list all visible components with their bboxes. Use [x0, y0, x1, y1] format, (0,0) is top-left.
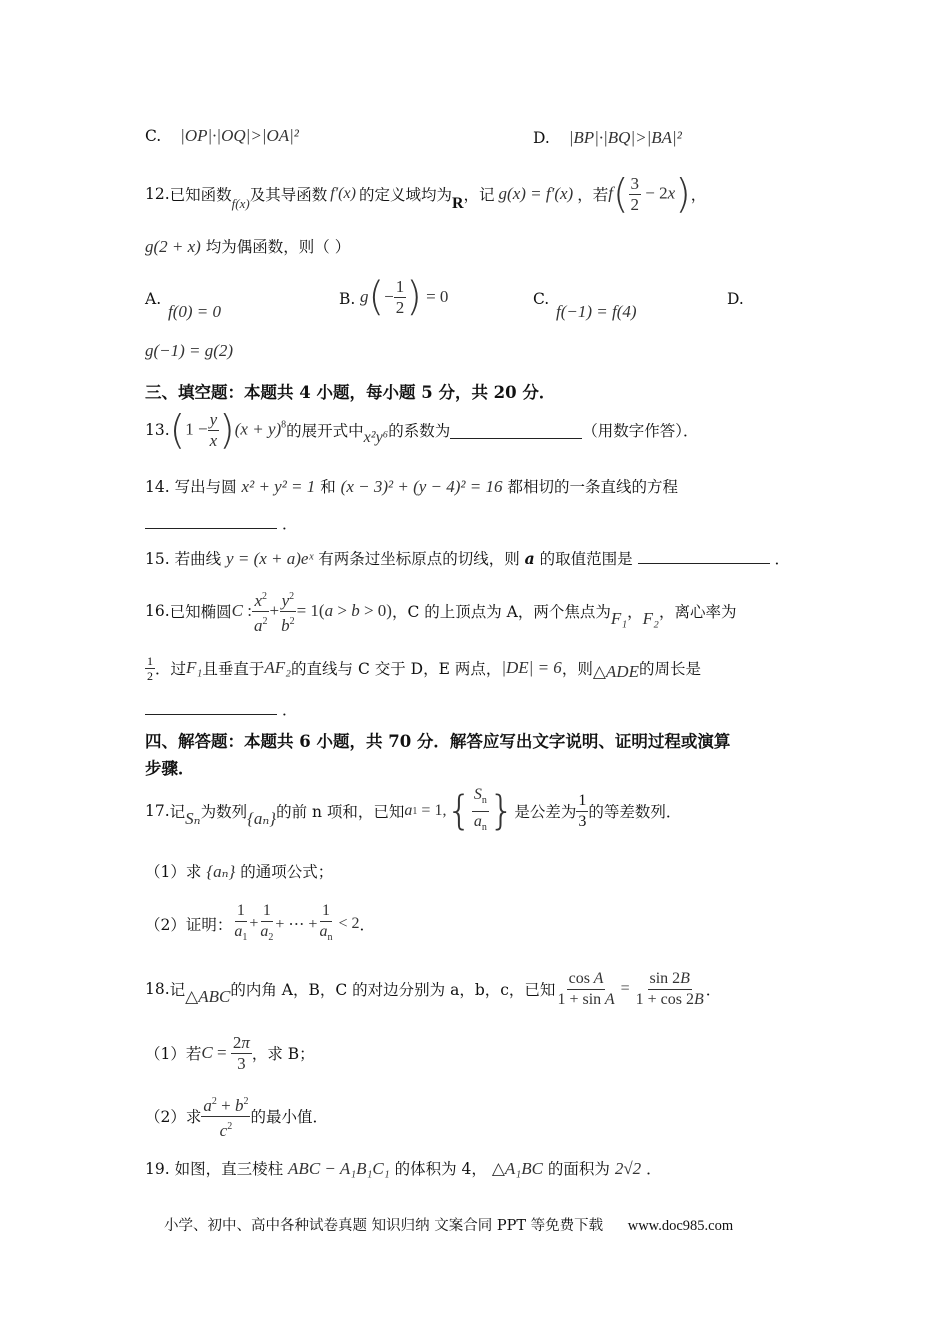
q16-eccentricity: $\frac{1}{2}$: [147, 653, 153, 683]
q16-sep: ，: [627, 603, 643, 621]
q16-number: 16.: [145, 602, 170, 620]
q16-text6: 的直线与 C 交于 D，E 两点，: [291, 660, 502, 678]
q12-text3: 的定义域均为: [358, 186, 452, 204]
q14-text1: 写出与圆: [174, 478, 237, 496]
footer-url[interactable]: www.doc985.com: [627, 1218, 734, 1234]
q19-end: ．: [646, 1160, 662, 1178]
q12-fx: f(x): [231, 196, 250, 211]
q14-line2: [145, 512, 297, 534]
q19-stem: [145, 1157, 662, 1179]
q16-text2: ，C 的上顶点为 A，两个焦点为: [391, 603, 611, 621]
q16-line3: [145, 698, 297, 720]
q17-number: 17.: [145, 802, 170, 820]
q13-text2: 的系数为: [388, 422, 451, 440]
q18-part2-label: （2）求: [145, 1108, 202, 1126]
q19-text2: 的体积为 4，: [394, 1160, 487, 1178]
q12-option-d-label: D.: [727, 290, 744, 308]
q18-stem: [145, 964, 721, 1014]
q18-part2-text: 的最小值．: [250, 1108, 328, 1126]
q12-fpx: f′(x): [330, 185, 356, 202]
q16-text3: ，离心率为: [658, 603, 737, 621]
q13-number: 13.: [145, 421, 170, 439]
q11-option-d: [533, 128, 682, 148]
q15-line: [145, 547, 790, 569]
q16-triangle: △ADE: [592, 662, 639, 681]
q15-a: a: [524, 549, 535, 568]
q12-g-def: g(x) = f′(x): [498, 184, 574, 203]
footer-text: 小学、初中、高中各种试卷真题 知识归纳 文案合同 PPT 等免费下载: [164, 1218, 604, 1234]
section4-title-line2: 步骤．: [145, 759, 195, 778]
q16-f1: F₁: [610, 609, 628, 628]
section3-title: 三、填空题：本题共 4 小题，每小题 5 分，共 20 分．: [145, 383, 556, 402]
q18-text2: 的内角 A，B，C 的对边分别为 a，b，c，已知: [230, 981, 556, 999]
q13-term: x²y⁶: [363, 429, 389, 446]
q15-text2: 有两条过坐标原点的切线，则: [318, 550, 520, 568]
q16-answer-blank[interactable]: [145, 698, 277, 715]
q17-d: $\frac{1}{3}$: [578, 791, 587, 830]
q13-answer-blank[interactable]: [450, 422, 582, 439]
q16-af2: AF₂: [264, 658, 292, 677]
q12-comma: ，: [690, 186, 707, 204]
q13-expr: (1 − $\frac{y}{x}$ )$(x + y)^8$: [169, 407, 287, 453]
q12-stem-line1: [145, 170, 706, 218]
q12-text4: ，记: [463, 186, 495, 204]
q18-number: 18.: [145, 980, 170, 998]
q11-option-c: [145, 126, 299, 146]
q19-text1: 如图，直三棱柱: [174, 1160, 284, 1178]
q12-domain: R: [451, 195, 464, 212]
q17-stem: [145, 784, 681, 838]
q17-sn: Sₙ: [185, 809, 201, 828]
q17-part2-label: （2）证明：: [145, 916, 233, 934]
q14-text2: 和: [320, 478, 336, 496]
q12-option-a: f(0) = 0: [168, 302, 222, 321]
q18-part1-text: ，求 B；: [251, 1045, 315, 1063]
q14-circle1: x² + y² = 1: [241, 477, 316, 496]
q17-text2: 为数列: [200, 803, 248, 821]
q17-part2-end: ．: [359, 916, 375, 934]
q13-line: [145, 404, 699, 456]
q12-number: 12.: [145, 185, 170, 203]
q18-part1-cond: C = $\frac{2\pi}{3}$: [201, 1032, 250, 1073]
q16-text4: ．过: [155, 660, 187, 678]
q17-part1-text: 的通项公式；: [240, 863, 334, 881]
q16-text7: ，则: [561, 660, 593, 678]
q17-part1-an: {aₙ}: [206, 862, 236, 881]
q17-part1: [145, 860, 333, 882]
q12-option-c-label: C.: [533, 290, 550, 308]
q18-part1-label: （1）若: [145, 1045, 202, 1063]
q19-area: 2√2: [614, 1159, 642, 1178]
q12-text2: 及其导函数: [249, 186, 328, 204]
q14-number: 14.: [145, 478, 170, 496]
q16-text8: 的周长是: [638, 660, 701, 678]
q18-text1: 记: [169, 981, 186, 999]
q12-f-expr: f( $\frac{3}{2}$ − 2x): [608, 171, 691, 217]
q19-number: 19.: [145, 1160, 170, 1178]
q12-option-b: g ( − $\frac{1}{2}$ ) = 0: [360, 274, 449, 320]
q19-text3: 的面积为: [547, 1160, 610, 1178]
q15-number: 15.: [145, 550, 170, 568]
q17-text4: 是公差为: [514, 803, 577, 821]
q16-de: |DE| = 6: [501, 658, 562, 677]
q18-part1: [145, 1028, 315, 1078]
q16-line1: [145, 584, 736, 638]
q14-answer-blank[interactable]: [145, 512, 277, 529]
q15-text3: 的取值范围是: [539, 550, 633, 568]
q19-triangle: △A₁BC: [491, 1159, 543, 1178]
footer: [164, 1214, 733, 1235]
q12-g-expr: g(2 + x): [145, 237, 201, 256]
q17-text1: 记: [169, 803, 186, 821]
q14-circle2: (x − 3)² + (y − 4)² = 16: [340, 477, 503, 496]
q18-cond: $\frac{\text{cos A}}{\text{1 + sin A}}$ = $\frac{\sin 2B}{1 + \cos 2B}$: [557, 969, 704, 1008]
q17-text3: 的前 n 项和，已知: [276, 803, 405, 821]
q16-ellipse: C : $\frac{x^2}{a^2}$ + $\frac{y^2}{b^2}$ = 1( a > b > 0): [232, 587, 392, 636]
q19-prism: ABC − A₁B₁C₁: [288, 1159, 390, 1178]
q14-line1: [145, 475, 678, 497]
q12-stem-line2: [145, 235, 350, 257]
q18-part2-expr: $\frac{a^2 + b^2}{c^2}$: [201, 1092, 250, 1141]
q15-end: ．: [774, 550, 791, 568]
q18-part2: [145, 1090, 328, 1142]
q17-text5: 的等差数列．: [588, 803, 682, 821]
q13-text1: 的展开式中: [286, 422, 364, 440]
q17-an: {aₙ}: [247, 809, 277, 828]
q12-option-b-label: B.: [339, 290, 356, 308]
q16-end: ．: [281, 701, 298, 719]
q14-text3: 都相切的一条直线的方程: [507, 478, 678, 496]
q16-line2: [145, 648, 701, 688]
q11-option-d-label: D.: [533, 129, 550, 147]
q18-triangle: △ABC: [185, 987, 231, 1006]
q12-text5: ，若: [577, 186, 609, 204]
q16-text1: 已知椭圆: [169, 603, 232, 621]
q12-text6: 均为偶函数，则（ ）: [205, 238, 351, 256]
q14-end: ．: [281, 515, 298, 533]
q18-end: ．: [705, 981, 722, 999]
section4-title-line1: 四、解答题：本题共 6 小题，共 70 分．解答应写出文字说明、证明过程或演算: [145, 732, 731, 751]
q15-curve: y = (x + a)eˣ: [226, 549, 314, 568]
q16-f2: F₂: [642, 609, 659, 628]
q17-cond: a 1 = 1, { $\frac{S_n}{a_n}$ }: [404, 785, 515, 834]
q15-answer-blank[interactable]: [638, 547, 770, 564]
q12-option-c: f(−1) = f(4): [556, 302, 637, 321]
q17-part2: [145, 900, 375, 948]
q16-text5: 且垂直于: [202, 660, 265, 678]
q12-text1: 已知函数: [169, 186, 232, 204]
q11-option-c-label: C.: [145, 127, 162, 145]
q13-text3: （用数字作答）．: [582, 422, 699, 440]
q17-part1-label: （1）求: [145, 863, 202, 881]
q11-option-d-expr: |BP|·|BQ|>|BA|²: [568, 128, 682, 147]
q12-option-d: g(−1) = g(2): [145, 341, 234, 360]
q16-f1-again: F₁: [186, 658, 203, 677]
q17-part2-expr: $\frac{1}{a_1}$ + $\frac{1}{a_2}$ + ⋯ + $\frac{1}{a_n}$ < 2: [234, 901, 360, 943]
q11-option-c-expr: |OP|·|OQ|>|OA|²: [180, 126, 299, 145]
q12-option-a-label: A.: [145, 290, 162, 308]
q15-text1: 若曲线: [174, 550, 222, 568]
